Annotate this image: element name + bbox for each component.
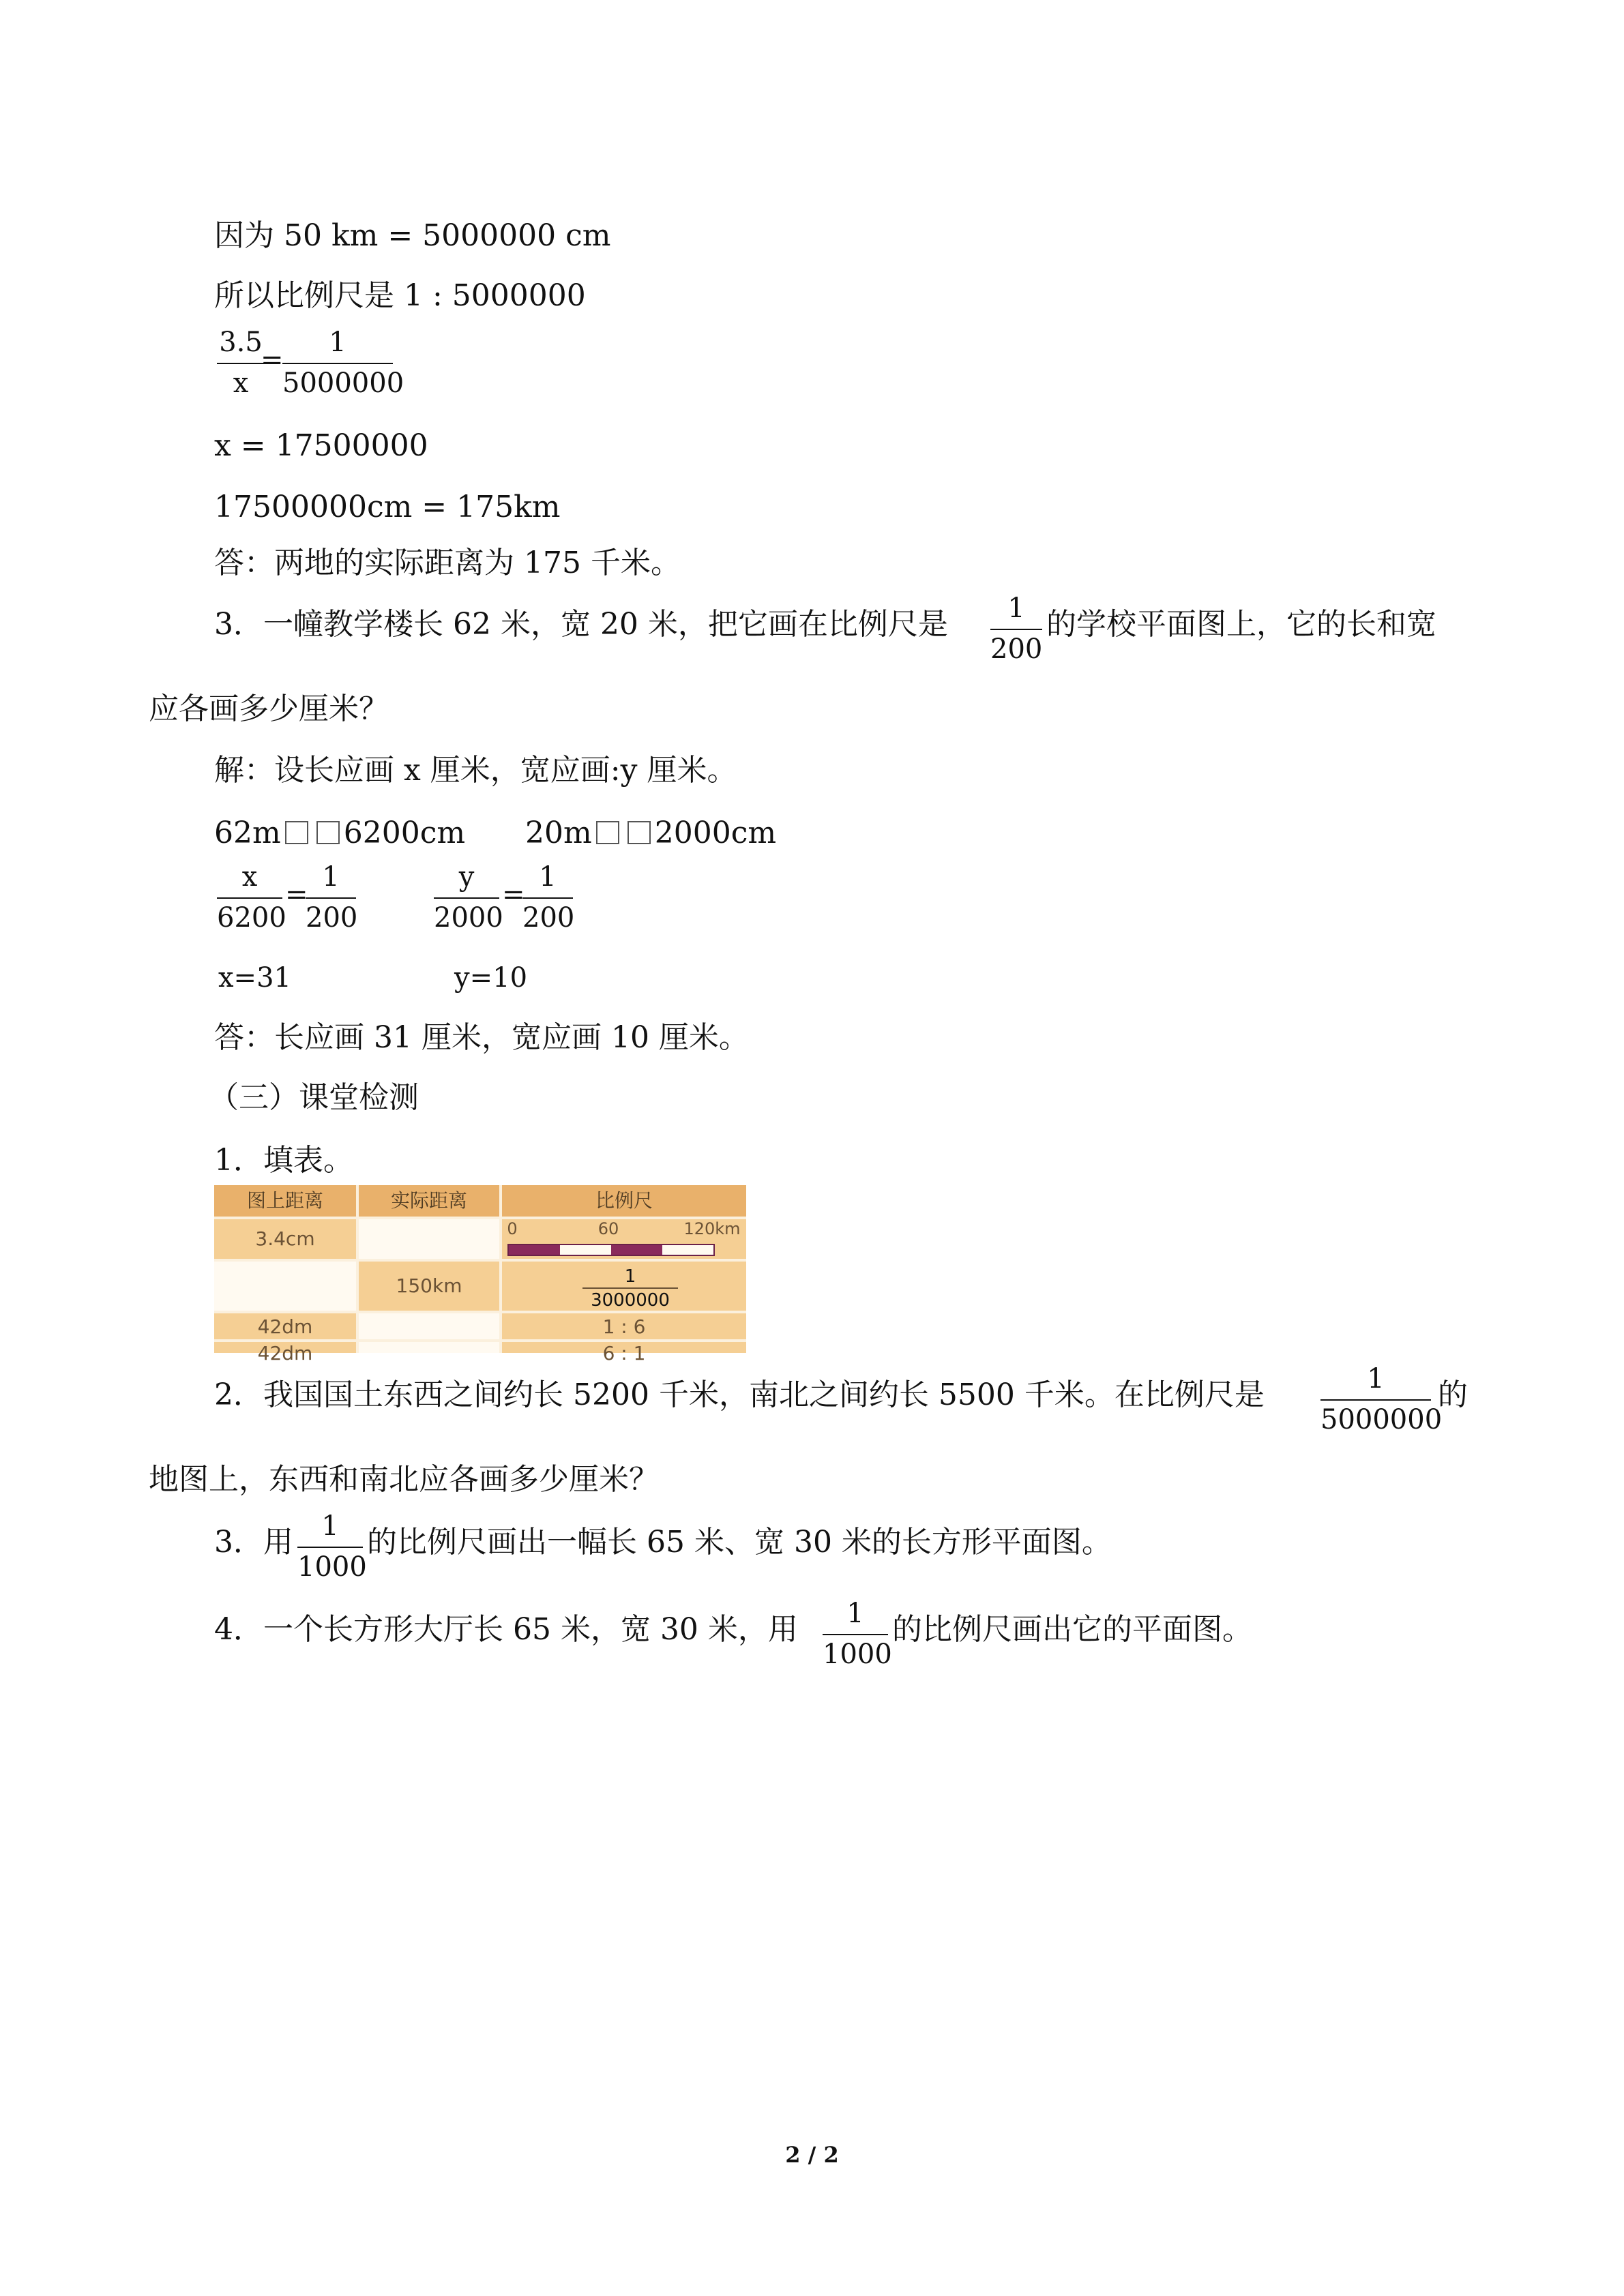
fraction [282,325,404,401]
missing-glyph-box [316,821,340,844]
text-line: 因为 50 km = 5000000 cm [214,218,611,253]
numerator: y [458,861,475,893]
numerator: 1 [624,1266,636,1287]
fraction [306,859,356,936]
table-cell: 6 : 1 [602,1342,646,1365]
section-heading: （三）课堂检测 [209,1080,419,1115]
numerator: 1 [322,861,340,893]
denominator: 1000 [297,1551,367,1583]
page-number: 2 / 2 [785,2142,839,2168]
table-cell: 42dm [257,1315,313,1338]
result: x=31 [218,962,291,994]
numerator: 1 [329,327,346,358]
text-line: 所以比例尺是 1 : 5000000 [214,278,586,313]
fraction [990,591,1042,667]
text-line: x = 17500000 [214,428,428,463]
conversion-line [525,814,776,852]
denominator: 2000 [434,902,503,934]
numerator: 1 [1367,1363,1385,1395]
numerator: 1 [846,1598,864,1629]
question-3-cont: 的学校平面图上，它的长和宽 [1046,607,1436,642]
conversion-line [214,814,465,852]
blank-cell [359,1219,499,1259]
task-4-cont: 的比例尺画出它的平面图。 [892,1612,1252,1647]
task-2-cont: 的 [1438,1377,1468,1412]
denominator: 200 [306,902,358,934]
result: y=10 [454,962,528,994]
table-cell: 1 : 6 [602,1315,646,1338]
conversion-to: 6200cm [343,816,466,850]
text-line: 17500000cm = 175km [214,490,561,524]
fraction [217,859,286,936]
conversion-to: 2000cm [654,816,777,850]
fraction [823,1596,892,1672]
scale-label: 60 [597,1219,619,1238]
table-header: 实际距离 [359,1185,499,1217]
denominator: 200 [522,902,575,934]
numerator: 3.5 [219,327,263,358]
question-3: 3．一幢教学楼长 62 米，宽 20 米，把它画在比例尺是 [214,607,948,642]
equals-sign: = [285,879,308,910]
table-header: 比例尺 [502,1185,746,1217]
fraction [522,859,573,936]
fraction [217,325,265,401]
table-cell: 42dm [257,1342,313,1365]
answer-line: 答：两地的实际距离为 175 千米。 [214,546,681,580]
denominator: x [233,368,249,399]
denominator: 5000000 [1320,1404,1443,1435]
scale-bar [507,1244,715,1256]
numerator: 1 [539,861,557,893]
fill-table [214,1185,746,1365]
task-4: 4．一个长方形大厅长 65 米，宽 30 米，用 [214,1612,798,1647]
denominator: 1000 [823,1639,892,1670]
solution-line: 解：设长应画 x 厘米，宽应画:y 厘米。 [214,753,737,788]
blank-cell [359,1313,499,1353]
conversion-from: 20m [525,816,592,850]
denominator: 3000000 [591,1290,670,1311]
numerator: 1 [1007,593,1025,624]
equals-sign: = [502,879,525,910]
equals-sign: = [261,344,284,376]
task-3-cont: 的比例尺画出一幅长 65 米、宽 30 米的长方形平面图。 [367,1525,1112,1560]
table-cell: 150km [396,1274,462,1297]
blank-cell [214,1262,356,1311]
table-cell: 3.4cm [255,1227,315,1250]
fraction [1320,1361,1443,1437]
missing-glyph-box [628,821,651,844]
answer-line: 答：长应画 31 厘米，宽应画 10 厘米。 [214,1020,749,1055]
denominator: 200 [990,633,1043,665]
task-2-cont: 地图上，东西和南北应各画多少厘米？ [149,1462,659,1497]
task-2: 2．我国国土东西之间约长 5200 千米，南北之间约长 5500 千米。在比例尺是 [214,1377,1265,1412]
numerator: x [241,861,258,893]
denominator: 6200 [217,902,286,934]
table-header: 图上距离 [214,1185,356,1217]
denominator: 5000000 [282,368,404,399]
scale-label: 120km [683,1219,741,1238]
table-fraction [582,1267,678,1311]
missing-glyph-box [285,821,308,844]
scale-label: 0 [507,1219,518,1238]
fraction [434,859,503,936]
missing-glyph-box [596,821,619,844]
task-3: 3．用 [214,1525,293,1560]
conversion-from: 62m [214,816,281,850]
numerator: 1 [321,1510,339,1542]
task-1: 1．填表。 [214,1143,353,1178]
fraction [297,1508,367,1585]
question-3-cont: 应各画多少厘米？ [149,691,389,726]
